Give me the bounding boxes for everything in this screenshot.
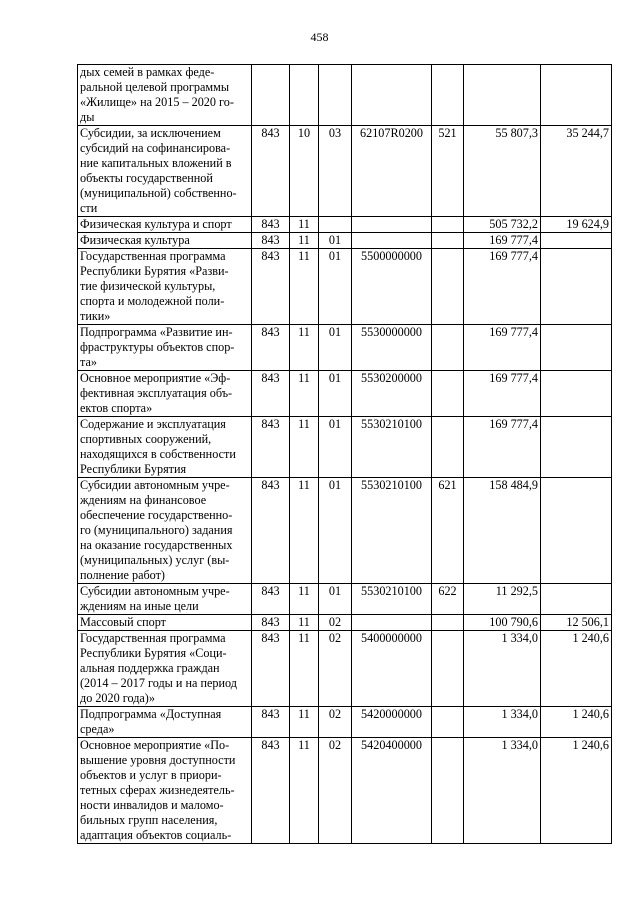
page-number: 458 bbox=[310, 30, 329, 44]
target-article-cell: 5500000000 bbox=[352, 249, 432, 325]
amount-cell: 1 334,0 bbox=[464, 631, 541, 707]
section-code-cell bbox=[290, 65, 319, 126]
amount-cell: 505 732,2 bbox=[464, 217, 541, 233]
section-code-cell: 11 bbox=[290, 631, 319, 707]
federal-amount-cell: 12 506,1 bbox=[541, 615, 612, 631]
target-article-cell: 5530200000 bbox=[352, 371, 432, 417]
expense-type-cell bbox=[432, 65, 464, 126]
subsection-code-cell: 01 bbox=[319, 478, 352, 584]
amount-cell: 169 777,4 bbox=[464, 371, 541, 417]
subsection-code-cell: 01 bbox=[319, 233, 352, 249]
admin-code-cell: 843 bbox=[252, 615, 290, 631]
row-name-cell: Физическая культура bbox=[78, 233, 252, 249]
table-row bbox=[78, 233, 612, 249]
target-article-cell: 5530210100 bbox=[352, 417, 432, 478]
federal-amount-cell: 35 244,7 bbox=[541, 126, 612, 217]
federal-amount-cell bbox=[541, 478, 612, 584]
expense-type-cell bbox=[432, 738, 464, 844]
amount-cell: 158 484,9 bbox=[464, 478, 541, 584]
federal-amount-cell bbox=[541, 417, 612, 478]
federal-amount-cell: 1 240,6 bbox=[541, 631, 612, 707]
federal-amount-cell: 1 240,6 bbox=[541, 738, 612, 844]
admin-code-cell: 843 bbox=[252, 738, 290, 844]
subsection-code-cell: 01 bbox=[319, 584, 352, 615]
row-name-cell: Массовый спорт bbox=[78, 615, 252, 631]
admin-code-cell: 843 bbox=[252, 584, 290, 615]
expense-type-cell: 521 bbox=[432, 126, 464, 217]
subsection-code-cell: 01 bbox=[319, 371, 352, 417]
table-row bbox=[78, 584, 612, 615]
section-code-cell: 11 bbox=[290, 325, 319, 371]
row-name-cell: Основное мероприятие «Эф- фективная эксплуатация объ- ектов спорта» bbox=[78, 371, 252, 417]
target-article-cell: 5530210100 bbox=[352, 478, 432, 584]
row-name-cell: Подпрограмма «Развитие ин- фраструктуры объектов спор- та» bbox=[78, 325, 252, 371]
admin-code-cell: 843 bbox=[252, 126, 290, 217]
admin-code-cell: 843 bbox=[252, 217, 290, 233]
expense-type-cell bbox=[432, 371, 464, 417]
row-name-cell: Подпрограмма «Доступная среда» bbox=[78, 707, 252, 738]
expense-type-cell bbox=[432, 615, 464, 631]
expense-type-cell: 621 bbox=[432, 478, 464, 584]
admin-code-cell bbox=[252, 65, 290, 126]
expense-type-cell bbox=[432, 325, 464, 371]
section-code-cell: 11 bbox=[290, 584, 319, 615]
target-article-cell: 5400000000 bbox=[352, 631, 432, 707]
federal-amount-cell bbox=[541, 584, 612, 615]
budget-table bbox=[77, 64, 612, 844]
subsection-code-cell: 02 bbox=[319, 738, 352, 844]
table-body bbox=[78, 65, 612, 844]
table-row bbox=[78, 325, 612, 371]
table-row bbox=[78, 217, 612, 233]
section-code-cell: 11 bbox=[290, 478, 319, 584]
expense-type-cell: 622 bbox=[432, 584, 464, 615]
table-row bbox=[78, 249, 612, 325]
section-code-cell: 10 bbox=[290, 126, 319, 217]
admin-code-cell: 843 bbox=[252, 371, 290, 417]
row-name-cell: дых семей в рамках феде- ральной целевой программы «Жилище» на 2015 – 2020 го- ды bbox=[78, 65, 252, 126]
amount-cell: 169 777,4 bbox=[464, 325, 541, 371]
amount-cell: 55 807,3 bbox=[464, 126, 541, 217]
row-name-cell: Основное мероприятие «По- вышение уровня доступности объектов и услуг в приори- тетных сферах жизнедеятель- ности инвалидов и маломо- бильных групп населения, адаптация объектов социаль- bbox=[78, 738, 252, 844]
section-code-cell: 11 bbox=[290, 371, 319, 417]
subsection-code-cell bbox=[319, 65, 352, 126]
admin-code-cell: 843 bbox=[252, 417, 290, 478]
subsection-code-cell bbox=[319, 217, 352, 233]
table-row bbox=[78, 738, 612, 844]
amount-cell bbox=[464, 65, 541, 126]
row-name-cell: Государственная программа Республики Бурятия «Разви- тие физической культуры, спорта и молодежной поли- тики» bbox=[78, 249, 252, 325]
section-code-cell: 11 bbox=[290, 217, 319, 233]
target-article-cell bbox=[352, 615, 432, 631]
expense-type-cell bbox=[432, 217, 464, 233]
expense-type-cell bbox=[432, 707, 464, 738]
expense-type-cell bbox=[432, 631, 464, 707]
federal-amount-cell bbox=[541, 325, 612, 371]
table-row bbox=[78, 478, 612, 584]
federal-amount-cell bbox=[541, 371, 612, 417]
target-article-cell bbox=[352, 233, 432, 249]
table-row bbox=[78, 615, 612, 631]
admin-code-cell: 843 bbox=[252, 478, 290, 584]
federal-amount-cell bbox=[541, 233, 612, 249]
section-code-cell: 11 bbox=[290, 738, 319, 844]
target-article-cell bbox=[352, 217, 432, 233]
table-row bbox=[78, 126, 612, 217]
target-article-cell bbox=[352, 65, 432, 126]
amount-cell: 169 777,4 bbox=[464, 417, 541, 478]
row-name-cell: Физическая культура и спорт bbox=[78, 217, 252, 233]
section-code-cell: 11 bbox=[290, 615, 319, 631]
section-code-cell: 11 bbox=[290, 417, 319, 478]
amount-cell: 1 334,0 bbox=[464, 707, 541, 738]
subsection-code-cell: 01 bbox=[319, 325, 352, 371]
subsection-code-cell: 01 bbox=[319, 249, 352, 325]
target-article-cell: 5530000000 bbox=[352, 325, 432, 371]
table-row bbox=[78, 371, 612, 417]
amount-cell: 100 790,6 bbox=[464, 615, 541, 631]
admin-code-cell: 843 bbox=[252, 325, 290, 371]
federal-amount-cell: 1 240,6 bbox=[541, 707, 612, 738]
federal-amount-cell bbox=[541, 65, 612, 126]
expense-type-cell bbox=[432, 249, 464, 325]
section-code-cell: 11 bbox=[290, 707, 319, 738]
table-row bbox=[78, 707, 612, 738]
table-row bbox=[78, 65, 612, 126]
amount-cell: 1 334,0 bbox=[464, 738, 541, 844]
amount-cell: 169 777,4 bbox=[464, 233, 541, 249]
expense-type-cell bbox=[432, 417, 464, 478]
admin-code-cell: 843 bbox=[252, 631, 290, 707]
subsection-code-cell: 02 bbox=[319, 615, 352, 631]
row-name-cell: Субсидии, за исключением субсидий на софинансирова- ние капитальных вложений в объекты государственной (муниципальной) собственно- сти bbox=[78, 126, 252, 217]
amount-cell: 11 292,5 bbox=[464, 584, 541, 615]
section-code-cell: 11 bbox=[290, 233, 319, 249]
subsection-code-cell: 03 bbox=[319, 126, 352, 217]
expense-type-cell bbox=[432, 233, 464, 249]
target-article-cell: 5420400000 bbox=[352, 738, 432, 844]
admin-code-cell: 843 bbox=[252, 707, 290, 738]
target-article-cell: 62107R0200 bbox=[352, 126, 432, 217]
row-name-cell: Субсидии автономным учре- ждениям на иные цели bbox=[78, 584, 252, 615]
target-article-cell: 5420000000 bbox=[352, 707, 432, 738]
federal-amount-cell: 19 624,9 bbox=[541, 217, 612, 233]
table-row bbox=[78, 417, 612, 478]
admin-code-cell: 843 bbox=[252, 249, 290, 325]
admin-code-cell: 843 bbox=[252, 233, 290, 249]
row-name-cell: Содержание и эксплуатация спортивных сооружений, находящихся в собственности Республики Бурятия bbox=[78, 417, 252, 478]
row-name-cell: Государственная программа Республики Бурятия «Соци- альная поддержка граждан (2014 – 2017 годы и на период до 2020 года)» bbox=[78, 631, 252, 707]
subsection-code-cell: 02 bbox=[319, 707, 352, 738]
section-code-cell: 11 bbox=[290, 249, 319, 325]
subsection-code-cell: 02 bbox=[319, 631, 352, 707]
target-article-cell: 5530210100 bbox=[352, 584, 432, 615]
subsection-code-cell: 01 bbox=[319, 417, 352, 478]
table-row bbox=[78, 631, 612, 707]
federal-amount-cell bbox=[541, 249, 612, 325]
amount-cell: 169 777,4 bbox=[464, 249, 541, 325]
row-name-cell: Субсидии автономным учре- ждениям на финансовое обеспечение государственно- го (муниципального) задания на оказание государственных (муниципальных) услуг (вы- полнение работ) bbox=[78, 478, 252, 584]
